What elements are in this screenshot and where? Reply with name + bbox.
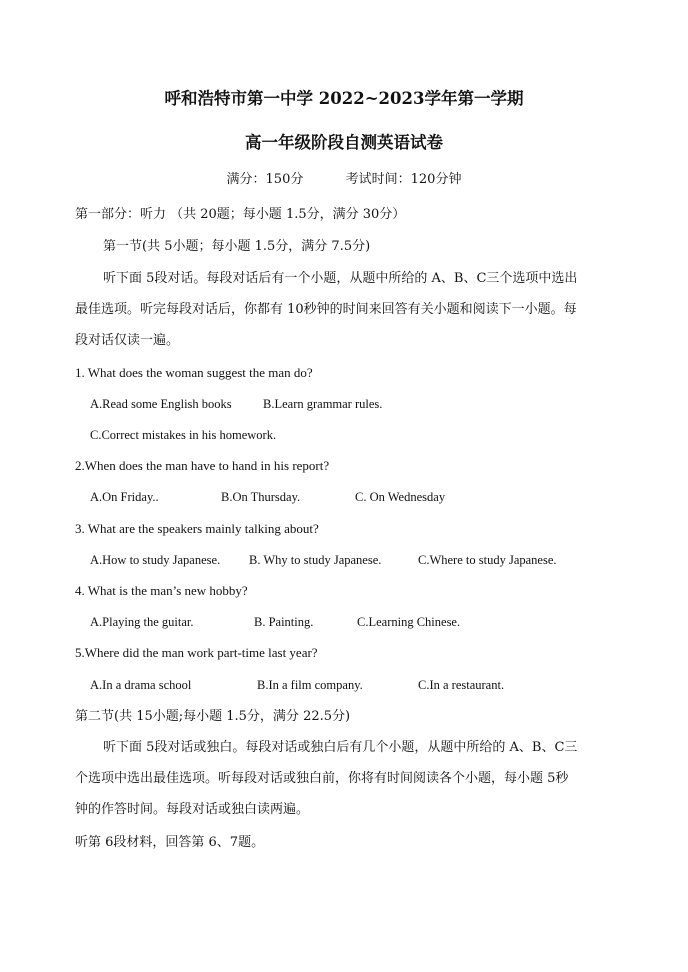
exam-title-subject: 高一年级阶段自测英语试卷 bbox=[245, 133, 443, 152]
question-option: B.Learn grammar rules. bbox=[263, 397, 383, 411]
material-note: 听第 6段材料，回答第 6、7题。 bbox=[75, 835, 265, 850]
question-stem: 4. What is the man’s new hobby? bbox=[75, 583, 248, 598]
question-option: A.In a drama school bbox=[90, 678, 192, 692]
question-option: A.How to study Japanese. bbox=[90, 553, 221, 567]
section2-instruction-line: 听下面 5段对话或独白。每段对话或独白后有几个小题，从题中所给的 A、B、C三 bbox=[103, 740, 578, 755]
section2-instruction-line: 钟的作答时间。每段对话或独白读两遍。 bbox=[75, 802, 310, 817]
question-option: B.On Thursday. bbox=[221, 490, 301, 504]
exam-info bbox=[0, 171, 688, 189]
question-option: A.Read some English books bbox=[90, 397, 232, 411]
question-option: B. Why to study Japanese. bbox=[249, 553, 382, 567]
question-option: C. On Wednesday bbox=[355, 490, 446, 504]
question-stem: 5.Where did the man work part-time last year? bbox=[75, 645, 318, 660]
question-option: A.On Friday.. bbox=[90, 490, 159, 504]
question-stem: 1. What does the woman suggest the man do? bbox=[75, 365, 313, 380]
question-option: B. Painting. bbox=[254, 615, 314, 629]
section1-heading: 第一节(共 5小题；每小题 1.5分，满分 7.5分) bbox=[103, 239, 371, 254]
question-option: C.Correct mistakes in his homework. bbox=[90, 428, 277, 442]
question-option: B.In a film company. bbox=[257, 678, 363, 692]
question-stem: 2.When does the man have to hand in his report? bbox=[75, 458, 330, 473]
part1-heading: 第一部分：听力 （共 20题；每小题 1.5分，满分 30分） bbox=[75, 207, 406, 222]
question-option: C.Learning Chinese. bbox=[357, 615, 461, 629]
section2-heading: 第二节(共 15小题;每小题 1.5分，满分 22.5分) bbox=[75, 709, 351, 724]
question-option: C.In a restaurant. bbox=[418, 678, 505, 692]
section2-instruction-line: 个选项中选出最佳选项。听每段对话或独白前，你将有时间阅读各个小题，每小题 5秒 bbox=[75, 771, 569, 786]
exam-time: 考试时间：120分钟 bbox=[345, 172, 462, 187]
question-option: C.Where to study Japanese. bbox=[418, 553, 557, 567]
exam-title-school: 呼和浩特市第一中学 2022~2023学年第一学期 bbox=[164, 89, 524, 108]
section1-instruction-line: 段对话仅读一遍。 bbox=[75, 333, 180, 348]
full-score: 满分：150分 bbox=[226, 172, 304, 187]
section1-instruction-line: 最佳选项。听完每段对话后，你都有 10秒钟的时间来回答有关小题和阅读下一小题。每 bbox=[75, 302, 577, 317]
question-stem: 3. What are the speakers mainly talking about? bbox=[75, 521, 319, 536]
question-option: A.Playing the guitar. bbox=[90, 615, 194, 629]
section1-instruction-line: 听下面 5段对话。每段对话后有一个小题，从题中所给的 A、B、C三个选项中选出 bbox=[103, 271, 578, 286]
